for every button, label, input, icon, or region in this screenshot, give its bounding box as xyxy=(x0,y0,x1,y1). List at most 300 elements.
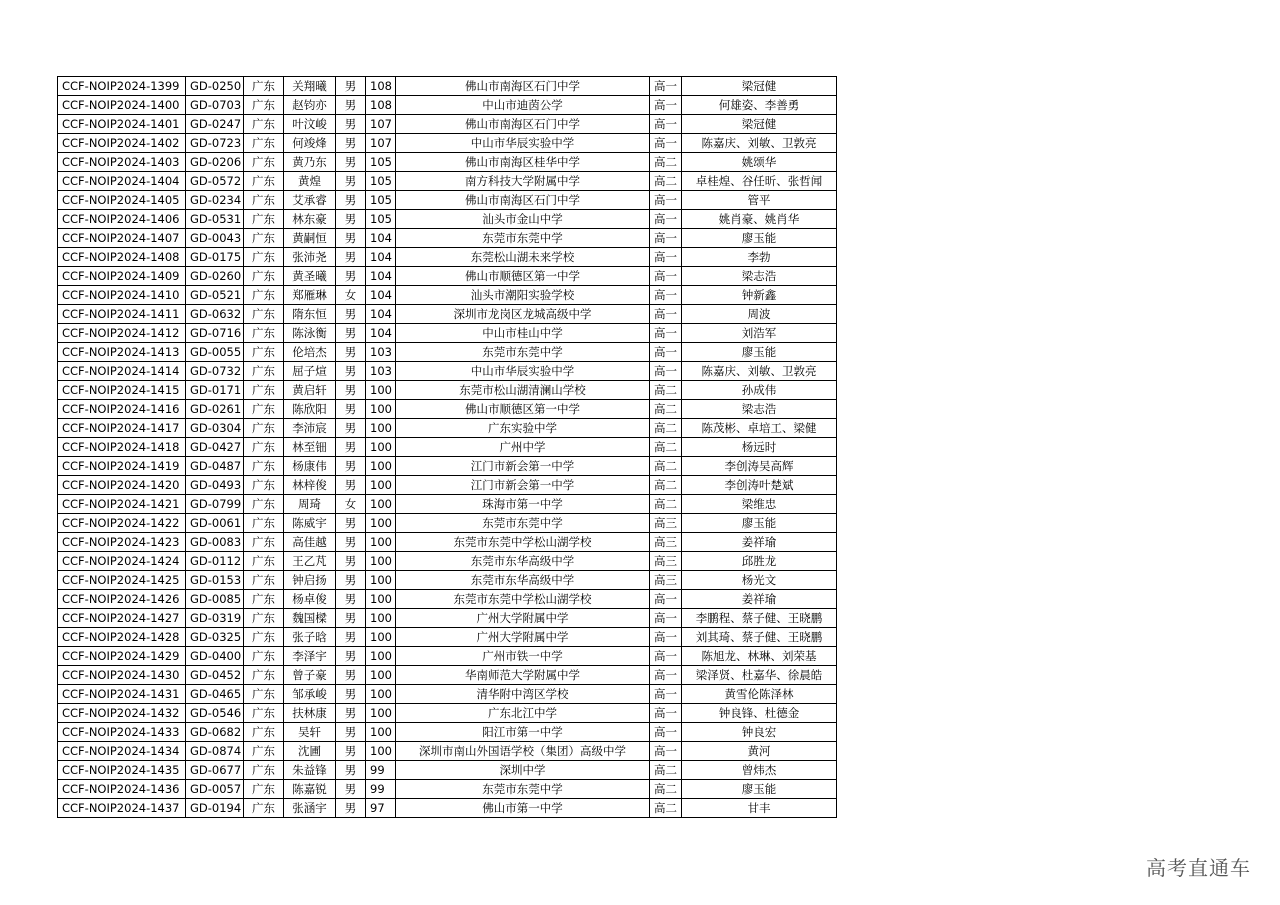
school-cell: 佛山市第一中学 xyxy=(396,799,650,818)
gender-cell: 男 xyxy=(336,552,366,571)
grade-cell: 高二 xyxy=(650,495,682,514)
school-cell: 广州市铁一中学 xyxy=(396,647,650,666)
gender-cell: 男 xyxy=(336,514,366,533)
grade-cell: 高三 xyxy=(650,533,682,552)
score-cell: 100 xyxy=(366,685,396,704)
coach-cell: 陈嘉庆、刘敏、卫敦亮 xyxy=(682,134,837,153)
gender-cell: 男 xyxy=(336,400,366,419)
province-cell: 广东 xyxy=(244,153,284,172)
table-row xyxy=(58,172,837,191)
province-id-cell: GD-0260 xyxy=(186,267,244,286)
school-cell: 东莞市东莞中学 xyxy=(396,343,650,362)
name-cell: 陈威宇 xyxy=(284,514,336,533)
table-row xyxy=(58,590,837,609)
name-cell: 黄煌 xyxy=(284,172,336,191)
school-cell: 深圳市南山外国语学校（集团）高级中学 xyxy=(396,742,650,761)
province-id-cell: GD-0319 xyxy=(186,609,244,628)
grade-cell: 高一 xyxy=(650,628,682,647)
contestant-id-cell: CCF-NOIP2024-1427 xyxy=(58,609,186,628)
school-cell: 华南师范大学附属中学 xyxy=(396,666,650,685)
coach-cell: 钟新鑫 xyxy=(682,286,837,305)
name-cell: 林梓俊 xyxy=(284,476,336,495)
name-cell: 张涵宇 xyxy=(284,799,336,818)
score-cell: 97 xyxy=(366,799,396,818)
table-row xyxy=(58,761,837,780)
province-id-cell: GD-0723 xyxy=(186,134,244,153)
table-row xyxy=(58,324,837,343)
school-cell: 广东北江中学 xyxy=(396,704,650,723)
table-row xyxy=(58,191,837,210)
grade-cell: 高一 xyxy=(650,248,682,267)
results-table-body xyxy=(58,77,837,818)
gender-cell: 男 xyxy=(336,438,366,457)
name-cell: 朱益锋 xyxy=(284,761,336,780)
table-row xyxy=(58,514,837,533)
coach-cell: 廖玉能 xyxy=(682,780,837,799)
coach-cell: 何雄姿、李善勇 xyxy=(682,96,837,115)
table-row xyxy=(58,210,837,229)
coach-cell: 邱胜龙 xyxy=(682,552,837,571)
contestant-id-cell: CCF-NOIP2024-1416 xyxy=(58,400,186,419)
school-cell: 东莞市东华高级中学 xyxy=(396,552,650,571)
province-cell: 广东 xyxy=(244,742,284,761)
province-cell: 广东 xyxy=(244,267,284,286)
name-cell: 陈嘉锐 xyxy=(284,780,336,799)
contestant-id-cell: CCF-NOIP2024-1421 xyxy=(58,495,186,514)
province-cell: 广东 xyxy=(244,210,284,229)
province-cell: 广东 xyxy=(244,685,284,704)
table-row xyxy=(58,362,837,381)
school-cell: 珠海市第一中学 xyxy=(396,495,650,514)
province-cell: 广东 xyxy=(244,609,284,628)
school-cell: 深圳中学 xyxy=(396,761,650,780)
contestant-id-cell: CCF-NOIP2024-1437 xyxy=(58,799,186,818)
province-id-cell: GD-0799 xyxy=(186,495,244,514)
school-cell: 江门市新会第一中学 xyxy=(396,457,650,476)
school-cell: 东莞市东莞中学松山湖学校 xyxy=(396,590,650,609)
province-id-cell: GD-0206 xyxy=(186,153,244,172)
gender-cell: 男 xyxy=(336,609,366,628)
coach-cell: 李勃 xyxy=(682,248,837,267)
grade-cell: 高二 xyxy=(650,400,682,419)
coach-cell: 刘其琦、蔡子健、王晓鹏 xyxy=(682,628,837,647)
table-row xyxy=(58,153,837,172)
gender-cell: 男 xyxy=(336,362,366,381)
score-cell: 100 xyxy=(366,628,396,647)
province-id-cell: GD-0400 xyxy=(186,647,244,666)
province-cell: 广东 xyxy=(244,457,284,476)
name-cell: 邹承峻 xyxy=(284,685,336,704)
name-cell: 赵钧亦 xyxy=(284,96,336,115)
table-row xyxy=(58,552,837,571)
name-cell: 林东豪 xyxy=(284,210,336,229)
name-cell: 艾承睿 xyxy=(284,191,336,210)
coach-cell: 黄雪伦陈泽林 xyxy=(682,685,837,704)
school-cell: 佛山市南海区石门中学 xyxy=(396,77,650,96)
province-cell: 广东 xyxy=(244,286,284,305)
province-id-cell: GD-0874 xyxy=(186,742,244,761)
province-id-cell: GD-0452 xyxy=(186,666,244,685)
coach-cell: 姜祥瑜 xyxy=(682,590,837,609)
school-cell: 东莞市东莞中学 xyxy=(396,514,650,533)
grade-cell: 高一 xyxy=(650,590,682,609)
gender-cell: 男 xyxy=(336,305,366,324)
school-cell: 江门市新会第一中学 xyxy=(396,476,650,495)
coach-cell: 管平 xyxy=(682,191,837,210)
province-cell: 广东 xyxy=(244,362,284,381)
contestant-id-cell: CCF-NOIP2024-1417 xyxy=(58,419,186,438)
school-cell: 清华附中湾区学校 xyxy=(396,685,650,704)
gender-cell: 男 xyxy=(336,761,366,780)
province-cell: 广东 xyxy=(244,514,284,533)
province-id-cell: GD-0682 xyxy=(186,723,244,742)
table-row xyxy=(58,343,837,362)
contestant-id-cell: CCF-NOIP2024-1415 xyxy=(58,381,186,400)
school-cell: 东莞市东华高级中学 xyxy=(396,571,650,590)
table-row xyxy=(58,571,837,590)
contestant-id-cell: CCF-NOIP2024-1425 xyxy=(58,571,186,590)
coach-cell: 姚肖豪、姚肖华 xyxy=(682,210,837,229)
grade-cell: 高三 xyxy=(650,514,682,533)
contestant-id-cell: CCF-NOIP2024-1414 xyxy=(58,362,186,381)
score-cell: 105 xyxy=(366,191,396,210)
score-cell: 100 xyxy=(366,476,396,495)
province-id-cell: GD-0531 xyxy=(186,210,244,229)
school-cell: 汕头市金山中学 xyxy=(396,210,650,229)
contestant-id-cell: CCF-NOIP2024-1422 xyxy=(58,514,186,533)
grade-cell: 高二 xyxy=(650,761,682,780)
grade-cell: 高一 xyxy=(650,647,682,666)
province-cell: 广东 xyxy=(244,761,284,780)
school-cell: 广州中学 xyxy=(396,438,650,457)
table-row xyxy=(58,723,837,742)
grade-cell: 高二 xyxy=(650,476,682,495)
province-cell: 广东 xyxy=(244,381,284,400)
score-cell: 104 xyxy=(366,286,396,305)
school-cell: 佛山市南海区桂华中学 xyxy=(396,153,650,172)
score-cell: 107 xyxy=(366,134,396,153)
grade-cell: 高二 xyxy=(650,381,682,400)
province-id-cell: GD-0546 xyxy=(186,704,244,723)
gender-cell: 男 xyxy=(336,343,366,362)
contestant-id-cell: CCF-NOIP2024-1418 xyxy=(58,438,186,457)
province-cell: 广东 xyxy=(244,552,284,571)
name-cell: 黄嗣恒 xyxy=(284,229,336,248)
contestant-id-cell: CCF-NOIP2024-1405 xyxy=(58,191,186,210)
table-row xyxy=(58,666,837,685)
grade-cell: 高二 xyxy=(650,419,682,438)
school-cell: 中山市迪茵公学 xyxy=(396,96,650,115)
grade-cell: 高二 xyxy=(650,172,682,191)
contestant-id-cell: CCF-NOIP2024-1436 xyxy=(58,780,186,799)
province-cell: 广东 xyxy=(244,495,284,514)
gender-cell: 男 xyxy=(336,172,366,191)
contestant-id-cell: CCF-NOIP2024-1419 xyxy=(58,457,186,476)
province-id-cell: GD-0521 xyxy=(186,286,244,305)
coach-cell: 梁泽贤、杜嘉华、徐晨皓 xyxy=(682,666,837,685)
gender-cell: 男 xyxy=(336,419,366,438)
gender-cell: 男 xyxy=(336,704,366,723)
table-row xyxy=(58,77,837,96)
score-cell: 100 xyxy=(366,495,396,514)
province-id-cell: GD-0057 xyxy=(186,780,244,799)
grade-cell: 高一 xyxy=(650,666,682,685)
gender-cell: 男 xyxy=(336,799,366,818)
grade-cell: 高一 xyxy=(650,362,682,381)
province-cell: 广东 xyxy=(244,96,284,115)
contestant-id-cell: CCF-NOIP2024-1411 xyxy=(58,305,186,324)
contestant-id-cell: CCF-NOIP2024-1412 xyxy=(58,324,186,343)
score-cell: 100 xyxy=(366,647,396,666)
province-cell: 广东 xyxy=(244,571,284,590)
contestant-id-cell: CCF-NOIP2024-1426 xyxy=(58,590,186,609)
grade-cell: 高三 xyxy=(650,552,682,571)
grade-cell: 高一 xyxy=(650,742,682,761)
gender-cell: 男 xyxy=(336,248,366,267)
school-cell: 佛山市南海区石门中学 xyxy=(396,191,650,210)
grade-cell: 高一 xyxy=(650,704,682,723)
score-cell: 108 xyxy=(366,96,396,115)
score-cell: 105 xyxy=(366,153,396,172)
grade-cell: 高一 xyxy=(650,723,682,742)
coach-cell: 陈嘉庆、刘敏、卫敦亮 xyxy=(682,362,837,381)
province-cell: 广东 xyxy=(244,628,284,647)
name-cell: 李泽宇 xyxy=(284,647,336,666)
table-row xyxy=(58,609,837,628)
province-id-cell: GD-0085 xyxy=(186,590,244,609)
name-cell: 黄圣曦 xyxy=(284,267,336,286)
school-cell: 广州大学附属中学 xyxy=(396,628,650,647)
coach-cell: 刘浩军 xyxy=(682,324,837,343)
province-id-cell: GD-0465 xyxy=(186,685,244,704)
gender-cell: 男 xyxy=(336,381,366,400)
school-cell: 阳江市第一中学 xyxy=(396,723,650,742)
contestant-id-cell: CCF-NOIP2024-1430 xyxy=(58,666,186,685)
name-cell: 钟启扬 xyxy=(284,571,336,590)
name-cell: 周琦 xyxy=(284,495,336,514)
table-row xyxy=(58,533,837,552)
province-cell: 广东 xyxy=(244,590,284,609)
gender-cell: 男 xyxy=(336,723,366,742)
table-row xyxy=(58,115,837,134)
province-cell: 广东 xyxy=(244,77,284,96)
province-cell: 广东 xyxy=(244,324,284,343)
province-cell: 广东 xyxy=(244,248,284,267)
watermark-text: 高考直通车 xyxy=(1146,856,1251,880)
name-cell: 叶汶峻 xyxy=(284,115,336,134)
grade-cell: 高一 xyxy=(650,267,682,286)
coach-cell: 姜祥瑜 xyxy=(682,533,837,552)
school-cell: 中山市桂山中学 xyxy=(396,324,650,343)
contestant-id-cell: CCF-NOIP2024-1435 xyxy=(58,761,186,780)
table-row xyxy=(58,628,837,647)
table-row xyxy=(58,799,837,818)
coach-cell: 梁冠健 xyxy=(682,115,837,134)
province-cell: 广东 xyxy=(244,305,284,324)
province-cell: 广东 xyxy=(244,400,284,419)
school-cell: 广州大学附属中学 xyxy=(396,609,650,628)
score-cell: 104 xyxy=(366,248,396,267)
score-cell: 105 xyxy=(366,172,396,191)
province-id-cell: GD-0304 xyxy=(186,419,244,438)
gender-cell: 女 xyxy=(336,495,366,514)
school-cell: 深圳市龙岗区龙城高级中学 xyxy=(396,305,650,324)
contestant-id-cell: CCF-NOIP2024-1428 xyxy=(58,628,186,647)
score-cell: 103 xyxy=(366,362,396,381)
grade-cell: 高二 xyxy=(650,438,682,457)
table-row xyxy=(58,134,837,153)
name-cell: 关翔曦 xyxy=(284,77,336,96)
name-cell: 郑雁琳 xyxy=(284,286,336,305)
results-table xyxy=(57,76,837,818)
coach-cell: 陈茂彬、卓培工、梁健 xyxy=(682,419,837,438)
province-id-cell: GD-0703 xyxy=(186,96,244,115)
grade-cell: 高二 xyxy=(650,780,682,799)
province-id-cell: GD-0234 xyxy=(186,191,244,210)
score-cell: 100 xyxy=(366,666,396,685)
province-id-cell: GD-0055 xyxy=(186,343,244,362)
grade-cell: 高一 xyxy=(650,609,682,628)
school-cell: 东莞市松山湖清澜山学校 xyxy=(396,381,650,400)
school-cell: 东莞松山湖未来学校 xyxy=(396,248,650,267)
gender-cell: 男 xyxy=(336,533,366,552)
score-cell: 104 xyxy=(366,229,396,248)
grade-cell: 高二 xyxy=(650,799,682,818)
contestant-id-cell: CCF-NOIP2024-1408 xyxy=(58,248,186,267)
score-cell: 104 xyxy=(366,305,396,324)
name-cell: 陈欣阳 xyxy=(284,400,336,419)
contestant-id-cell: CCF-NOIP2024-1399 xyxy=(58,77,186,96)
grade-cell: 高一 xyxy=(650,210,682,229)
table-row xyxy=(58,419,837,438)
grade-cell: 高一 xyxy=(650,286,682,305)
table-row xyxy=(58,476,837,495)
contestant-id-cell: CCF-NOIP2024-1434 xyxy=(58,742,186,761)
contestant-id-cell: CCF-NOIP2024-1433 xyxy=(58,723,186,742)
score-cell: 99 xyxy=(366,780,396,799)
contestant-id-cell: CCF-NOIP2024-1420 xyxy=(58,476,186,495)
school-cell: 东莞市东莞中学 xyxy=(396,229,650,248)
contestant-id-cell: CCF-NOIP2024-1410 xyxy=(58,286,186,305)
gender-cell: 男 xyxy=(336,77,366,96)
score-cell: 107 xyxy=(366,115,396,134)
table-row xyxy=(58,229,837,248)
grade-cell: 高一 xyxy=(650,343,682,362)
province-id-cell: GD-0112 xyxy=(186,552,244,571)
coach-cell: 李鹏程、蔡子健、王晓鹏 xyxy=(682,609,837,628)
contestant-id-cell: CCF-NOIP2024-1402 xyxy=(58,134,186,153)
score-cell: 100 xyxy=(366,419,396,438)
gender-cell: 男 xyxy=(336,134,366,153)
coach-cell: 钟良锋、杜德金 xyxy=(682,704,837,723)
score-cell: 100 xyxy=(366,381,396,400)
name-cell: 屈子煊 xyxy=(284,362,336,381)
name-cell: 林至钿 xyxy=(284,438,336,457)
province-id-cell: GD-0250 xyxy=(186,77,244,96)
name-cell: 杨康伟 xyxy=(284,457,336,476)
gender-cell: 男 xyxy=(336,457,366,476)
name-cell: 沈圃 xyxy=(284,742,336,761)
contestant-id-cell: CCF-NOIP2024-1404 xyxy=(58,172,186,191)
province-cell: 广东 xyxy=(244,780,284,799)
table-row xyxy=(58,704,837,723)
coach-cell: 梁维忠 xyxy=(682,495,837,514)
contestant-id-cell: CCF-NOIP2024-1407 xyxy=(58,229,186,248)
score-cell: 104 xyxy=(366,324,396,343)
coach-cell: 周波 xyxy=(682,305,837,324)
province-id-cell: GD-0677 xyxy=(186,761,244,780)
coach-cell: 姚颂华 xyxy=(682,153,837,172)
grade-cell: 高二 xyxy=(650,457,682,476)
score-cell: 100 xyxy=(366,571,396,590)
gender-cell: 男 xyxy=(336,780,366,799)
gender-cell: 男 xyxy=(336,685,366,704)
name-cell: 高佳越 xyxy=(284,533,336,552)
contestant-id-cell: CCF-NOIP2024-1432 xyxy=(58,704,186,723)
province-id-cell: GD-0171 xyxy=(186,381,244,400)
contestant-id-cell: CCF-NOIP2024-1413 xyxy=(58,343,186,362)
province-cell: 广东 xyxy=(244,647,284,666)
coach-cell: 廖玉能 xyxy=(682,514,837,533)
grade-cell: 高一 xyxy=(650,685,682,704)
gender-cell: 男 xyxy=(336,590,366,609)
province-cell: 广东 xyxy=(244,799,284,818)
grade-cell: 高一 xyxy=(650,134,682,153)
province-cell: 广东 xyxy=(244,419,284,438)
province-cell: 广东 xyxy=(244,229,284,248)
score-cell: 104 xyxy=(366,267,396,286)
contestant-id-cell: CCF-NOIP2024-1424 xyxy=(58,552,186,571)
name-cell: 李沛宸 xyxy=(284,419,336,438)
school-cell: 中山市华辰实验中学 xyxy=(396,134,650,153)
gender-cell: 男 xyxy=(336,267,366,286)
coach-cell: 黄河 xyxy=(682,742,837,761)
coach-cell: 梁志浩 xyxy=(682,400,837,419)
coach-cell: 曾炜杰 xyxy=(682,761,837,780)
province-id-cell: GD-0572 xyxy=(186,172,244,191)
name-cell: 曾子豪 xyxy=(284,666,336,685)
name-cell: 张子晗 xyxy=(284,628,336,647)
province-id-cell: GD-0247 xyxy=(186,115,244,134)
name-cell: 伦培杰 xyxy=(284,343,336,362)
school-cell: 南方科技大学附属中学 xyxy=(396,172,650,191)
province-id-cell: GD-0732 xyxy=(186,362,244,381)
coach-cell: 廖玉能 xyxy=(682,229,837,248)
table-row xyxy=(58,780,837,799)
province-cell: 广东 xyxy=(244,533,284,552)
province-cell: 广东 xyxy=(244,438,284,457)
province-id-cell: GD-0043 xyxy=(186,229,244,248)
province-id-cell: GD-0261 xyxy=(186,400,244,419)
coach-cell: 杨光文 xyxy=(682,571,837,590)
table-row xyxy=(58,305,837,324)
province-cell: 广东 xyxy=(244,476,284,495)
score-cell: 100 xyxy=(366,438,396,457)
score-cell: 103 xyxy=(366,343,396,362)
coach-cell: 梁冠健 xyxy=(682,77,837,96)
province-cell: 广东 xyxy=(244,666,284,685)
name-cell: 张沛尧 xyxy=(284,248,336,267)
school-cell: 汕头市潮阳实验学校 xyxy=(396,286,650,305)
name-cell: 隋东恒 xyxy=(284,305,336,324)
name-cell: 何竣烽 xyxy=(284,134,336,153)
grade-cell: 高一 xyxy=(650,324,682,343)
province-id-cell: GD-0632 xyxy=(186,305,244,324)
contestant-id-cell: CCF-NOIP2024-1423 xyxy=(58,533,186,552)
name-cell: 杨卓俊 xyxy=(284,590,336,609)
table-row xyxy=(58,457,837,476)
grade-cell: 高三 xyxy=(650,571,682,590)
